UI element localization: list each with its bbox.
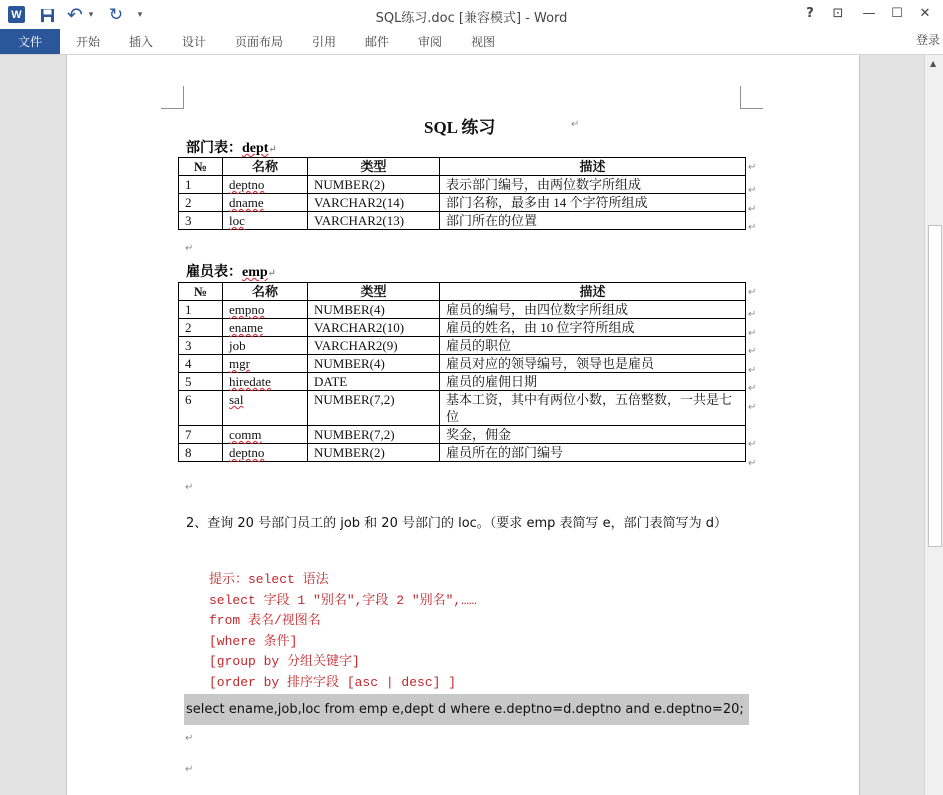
cell-name: comm	[223, 426, 308, 444]
cell-type: NUMBER(4)	[308, 355, 440, 373]
header-type: 类型	[308, 283, 440, 301]
cell-name: deptno	[223, 444, 308, 462]
sql-syntax-hint	[209, 570, 477, 694]
cell-no: 3	[179, 212, 223, 230]
cell-desc: 部门所在的位置	[440, 212, 746, 230]
close-button[interactable]: ✕	[919, 6, 931, 21]
cell-type: VARCHAR2(14)	[308, 194, 440, 212]
table-row	[179, 301, 746, 319]
row-end-mark: ↵	[748, 287, 757, 298]
header-name: 名称	[223, 158, 308, 176]
cell-desc: 雇员的姓名，由 10 位字符所组成	[440, 319, 746, 337]
cell-no: 6	[179, 391, 223, 426]
cell-desc: 雇员对应的领导编号，领导也是雇员	[440, 355, 746, 373]
header-name: 名称	[223, 283, 308, 301]
paragraph-mark: ↵	[185, 764, 194, 775]
minimize-button[interactable]: —	[862, 6, 876, 21]
table-row	[179, 373, 746, 391]
login-link[interactable]: 登录	[915, 33, 940, 47]
cell-name: sal	[223, 391, 308, 426]
table-row	[179, 176, 746, 194]
table-row	[179, 212, 746, 230]
row-end-mark: ↵	[748, 162, 757, 173]
hint-line: from 表名/视图名	[209, 613, 321, 629]
ribbon-tabs	[0, 29, 943, 55]
cell-no: 7	[179, 426, 223, 444]
tab-mailings[interactable]: 邮件	[365, 35, 390, 49]
cell-name: hiredate	[223, 373, 308, 391]
cell-name: loc	[223, 212, 308, 230]
row-end-mark: ↵	[748, 185, 757, 196]
row-end-mark: ↵	[748, 365, 757, 376]
redo-icon[interactable]: ↻	[108, 5, 124, 25]
hint-line: 提示：select 语法	[209, 572, 329, 587]
table-header-row	[179, 283, 746, 301]
row-end-mark: ↵	[748, 439, 757, 450]
paragraph-mark: ↵	[185, 243, 194, 254]
cell-no: 2	[179, 194, 223, 212]
title-bar	[0, 0, 943, 29]
paragraph-mark: ↵	[571, 119, 580, 130]
tab-home[interactable]: 开始	[76, 35, 101, 49]
cell-desc: 雇员的雇佣日期	[440, 373, 746, 391]
row-end-mark: ↵	[748, 222, 757, 233]
hint-line: select 字段 1 "别名",字段 2 "别名",……	[209, 592, 477, 608]
header-type: 类型	[308, 158, 440, 176]
sql-answer-selected[interactable]: select ename,job,loc from emp e,dept d where e.deptno=d.deptno and e.deptno=20;	[184, 694, 749, 725]
tab-file[interactable]: 文件	[0, 29, 60, 54]
cell-no: 1	[179, 301, 223, 319]
cell-type: NUMBER(2)	[308, 444, 440, 462]
row-end-mark: ↵	[748, 328, 757, 339]
table-row	[179, 194, 746, 212]
scroll-thumb[interactable]	[928, 225, 942, 547]
tab-references[interactable]: 引用	[312, 35, 337, 49]
dept-table	[178, 157, 746, 230]
hint-line: [where 条件]	[209, 633, 298, 649]
undo-dropdown-icon[interactable]: ▾	[88, 10, 94, 20]
cell-name: empno	[223, 301, 308, 319]
cell-type: VARCHAR2(13)	[308, 212, 440, 230]
cell-desc: 部门名称，最多由 14 个字符所组成	[440, 194, 746, 212]
customize-quick-access-icon[interactable]: ▾	[137, 10, 143, 20]
dept-section-heading: 部门表：dept↵	[186, 141, 277, 156]
tab-page-layout[interactable]: 页面布局	[235, 35, 284, 49]
table-row	[179, 391, 746, 426]
cell-name: deptno	[223, 176, 308, 194]
cell-type: NUMBER(2)	[308, 176, 440, 194]
cell-no: 1	[179, 176, 223, 194]
table-header-row	[179, 158, 746, 176]
table-row	[179, 444, 746, 462]
cell-no: 8	[179, 444, 223, 462]
row-end-mark: ↵	[748, 402, 757, 413]
cell-type: NUMBER(7,2)	[308, 426, 440, 444]
table-row	[179, 337, 746, 355]
cell-type: VARCHAR2(9)	[308, 337, 440, 355]
cell-name: ename	[223, 319, 308, 337]
row-end-mark: ↵	[748, 346, 757, 357]
table-row	[179, 319, 746, 337]
row-end-mark: ↵	[748, 458, 757, 469]
paragraph-mark: ↵	[185, 482, 194, 493]
cell-type: VARCHAR2(10)	[308, 319, 440, 337]
header-desc: 描述	[440, 158, 746, 176]
hint-line: [group by 分组关键字]	[209, 654, 360, 670]
table-row	[179, 355, 746, 373]
tab-design[interactable]: 设计	[182, 35, 207, 49]
cell-desc: 雇员的编号，由四位数字所组成	[440, 301, 746, 319]
cell-name: dname	[223, 194, 308, 212]
cell-type: NUMBER(4)	[308, 301, 440, 319]
cell-desc: 雇员的职位	[440, 337, 746, 355]
cell-type: NUMBER(7,2)	[308, 391, 440, 426]
document-title: SQL 练习	[424, 118, 496, 137]
tab-review[interactable]: 审阅	[418, 35, 443, 49]
row-end-mark: ↵	[748, 204, 757, 215]
header-no: №	[179, 283, 223, 301]
tab-view[interactable]: 视图	[471, 35, 496, 49]
vertical-scrollbar[interactable]	[924, 55, 943, 795]
row-end-mark: ↵	[748, 309, 757, 320]
undo-icon[interactable]: ↶	[67, 4, 83, 26]
cell-type: DATE	[308, 373, 440, 391]
margin-corner-top-left	[161, 86, 184, 109]
cell-desc: 基本工资，其中有两位小数，五倍整数，一共是七位	[440, 391, 746, 426]
header-desc: 描述	[440, 283, 746, 301]
tab-insert[interactable]: 插入	[129, 35, 154, 49]
help-button[interactable]: ?	[806, 6, 814, 21]
maximize-button[interactable]: ☐	[891, 6, 903, 21]
cell-no: 2	[179, 319, 223, 337]
hint-line: [order by 排序字段 [asc | desc] ]	[209, 674, 457, 690]
cell-no: 3	[179, 337, 223, 355]
ribbon-display-options-button[interactable]: ⊡	[832, 6, 844, 21]
cell-name: mgr	[223, 355, 308, 373]
row-end-mark: ↵	[748, 383, 757, 394]
cell-no: 4	[179, 355, 223, 373]
window-title: SQL练习.doc [兼容模式] - Word	[375, 11, 568, 26]
cell-desc: 表示部门编号，由两位数字所组成	[440, 176, 746, 194]
header-no: №	[179, 158, 223, 176]
margin-corner-top-right	[740, 86, 763, 109]
cell-desc: 雇员所在的部门编号	[440, 444, 746, 462]
question-2: 2、查询 20 号部门员工的 job 和 20 号部门的 loc。（要求 emp 表简写 e，部门表简写为 d）	[186, 516, 728, 531]
cell-name: job	[223, 337, 308, 355]
word-app-icon[interactable]: W	[8, 6, 25, 23]
emp-section-heading: 雇员表：emp↵	[186, 265, 277, 280]
scroll-up-arrow-icon[interactable]: ▲	[930, 59, 937, 68]
emp-table	[178, 282, 746, 462]
paragraph-mark: ↵	[185, 733, 194, 744]
cell-desc: 奖金，佣金	[440, 426, 746, 444]
cell-no: 5	[179, 373, 223, 391]
table-row	[179, 426, 746, 444]
